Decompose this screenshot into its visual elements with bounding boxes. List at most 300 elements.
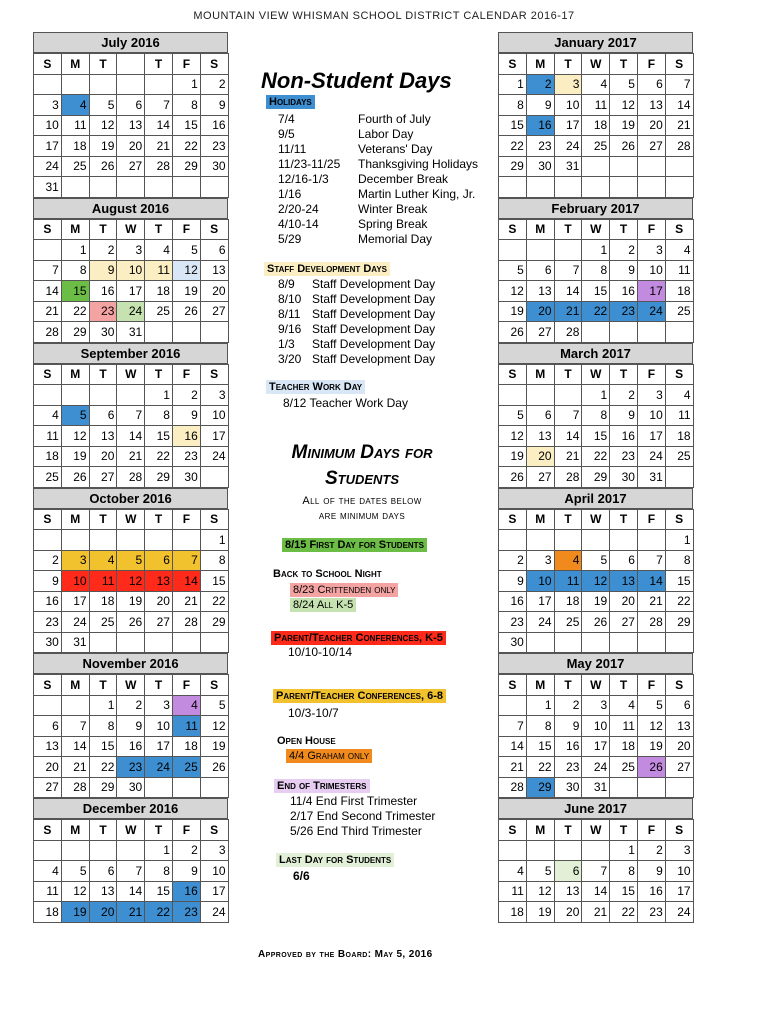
- day-cell: 27: [200, 301, 228, 322]
- weekday-header: S: [665, 219, 693, 240]
- staff-day-date: 8/10: [278, 292, 302, 306]
- weekday-header: S: [665, 54, 693, 75]
- first-day-label: 8/15 First Day for Students: [282, 538, 427, 552]
- day-cell: 2: [610, 385, 638, 406]
- weekday-header: T: [145, 54, 173, 75]
- day-cell: 13: [665, 716, 693, 737]
- empty-cell: [526, 240, 554, 261]
- day-cell: 16: [200, 115, 228, 136]
- day-cell: 5: [61, 861, 89, 882]
- empty-cell: [582, 177, 610, 198]
- empty-cell: [637, 777, 665, 798]
- day-cell: 30: [200, 156, 228, 177]
- day-cell: 27: [145, 612, 173, 633]
- month-february-2017: [498, 198, 693, 343]
- empty-cell: [200, 777, 228, 798]
- day-cell: 11: [34, 426, 62, 447]
- holiday-date: 12/16-1/3: [278, 172, 329, 186]
- holiday-item: [278, 127, 413, 141]
- weekday-header: F: [172, 219, 200, 240]
- empty-cell: [61, 840, 89, 861]
- day-cell: 21: [145, 136, 173, 157]
- day-cell: 11: [610, 716, 638, 737]
- day-cell: 5: [610, 74, 638, 95]
- weekday-header: T: [89, 509, 117, 530]
- day-cell: 11: [61, 115, 89, 136]
- day-cell: 8: [172, 95, 200, 116]
- holiday-name: Fourth of July: [358, 112, 431, 126]
- day-cell: 3: [61, 550, 89, 571]
- day-cell: 30: [610, 467, 638, 488]
- day-cell: 22: [172, 136, 200, 157]
- day-cell: 28: [34, 322, 62, 343]
- empty-cell: [89, 385, 117, 406]
- day-cell: 20: [637, 115, 665, 136]
- day-cell: 16: [554, 736, 582, 757]
- day-cell: 25: [665, 446, 693, 467]
- day-cell: 16: [499, 591, 527, 612]
- day-cell: 12: [61, 426, 89, 447]
- month-header: May 2017: [498, 654, 693, 674]
- weekday-header: S: [34, 219, 62, 240]
- day-cell: 12: [117, 571, 145, 592]
- weekday-header: S: [34, 54, 62, 75]
- weekday-header: S: [499, 219, 527, 240]
- empty-cell: [89, 530, 117, 551]
- weekday-header: T: [145, 820, 173, 841]
- empty-cell: [582, 322, 610, 343]
- last-day-date: 6/6: [293, 869, 310, 883]
- empty-cell: [34, 695, 62, 716]
- day-cell: 3: [145, 695, 173, 716]
- day-cell: 26: [117, 612, 145, 633]
- empty-cell: [172, 322, 200, 343]
- day-cell: 20: [89, 902, 117, 923]
- day-cell: 3: [34, 95, 62, 116]
- holiday-date: 11/23-11/25: [278, 157, 341, 171]
- day-cell: 29: [145, 467, 173, 488]
- day-cell: 12: [610, 95, 638, 116]
- day-cell: 19: [582, 591, 610, 612]
- day-cell: 7: [554, 260, 582, 281]
- staff-day-item: [278, 337, 435, 351]
- day-cell: 4: [554, 550, 582, 571]
- day-cell: 31: [554, 156, 582, 177]
- holiday-name: Winter Break: [358, 202, 428, 216]
- day-cell: 21: [637, 591, 665, 612]
- staff-day-item: [278, 352, 435, 366]
- day-cell: 4: [665, 385, 693, 406]
- holiday-date: 5/29: [278, 232, 302, 246]
- weekday-header: T: [554, 820, 582, 841]
- day-cell: 25: [610, 757, 638, 778]
- month-september-2016: [33, 343, 228, 488]
- weekday-header: F: [637, 820, 665, 841]
- empty-cell: [499, 177, 527, 198]
- day-cell: 25: [34, 467, 62, 488]
- empty-cell: [610, 322, 638, 343]
- weekday-header: T: [89, 675, 117, 696]
- day-cell: 29: [89, 777, 117, 798]
- holiday-item: [278, 172, 448, 186]
- empty-cell: [117, 840, 145, 861]
- day-cell: 22: [145, 446, 173, 467]
- empty-cell: [145, 777, 173, 798]
- day-cell: 10: [582, 716, 610, 737]
- day-cell: 15: [145, 426, 173, 447]
- holiday-item: [278, 187, 475, 201]
- weekday-header: S: [665, 675, 693, 696]
- day-cell: 18: [145, 281, 173, 302]
- day-cell: 15: [610, 881, 638, 902]
- day-cell: 13: [554, 881, 582, 902]
- staff-day-date: 3/20: [278, 352, 302, 366]
- weekday-header: F: [172, 364, 200, 385]
- month-header: April 2017: [498, 489, 693, 509]
- weekday-header: W: [117, 675, 145, 696]
- day-cell: 2: [637, 840, 665, 861]
- empty-cell: [61, 74, 89, 95]
- day-cell: 30: [89, 322, 117, 343]
- staff-day-date: 9/16: [278, 322, 302, 336]
- weekday-header: S: [200, 364, 228, 385]
- day-cell: 26: [582, 612, 610, 633]
- day-cell: 3: [554, 74, 582, 95]
- day-cell: 7: [34, 260, 62, 281]
- conferences-k5-label: Parent/Teacher Conferences, K-5: [271, 631, 446, 645]
- day-cell: 12: [526, 881, 554, 902]
- day-cell: 23: [172, 902, 200, 923]
- month-header: February 2017: [498, 199, 693, 219]
- weekday-header: S: [200, 820, 228, 841]
- day-cell: 1: [499, 74, 527, 95]
- weekday-header: T: [145, 364, 173, 385]
- non-student-days-title: Non-Student Days: [261, 68, 452, 93]
- day-cell: 10: [526, 571, 554, 592]
- day-cell: 23: [610, 301, 638, 322]
- weekday-header: F: [172, 54, 200, 75]
- day-cell: 22: [61, 301, 89, 322]
- day-cell: 4: [145, 240, 173, 261]
- empty-cell: [499, 695, 527, 716]
- day-cell: 21: [34, 301, 62, 322]
- day-cell: 1: [582, 240, 610, 261]
- weekday-header: F: [637, 364, 665, 385]
- day-cell: 1: [610, 840, 638, 861]
- day-cell: 25: [89, 612, 117, 633]
- weekday-header: M: [526, 364, 554, 385]
- day-cell: 4: [582, 74, 610, 95]
- empty-cell: [34, 240, 62, 261]
- empty-cell: [526, 632, 554, 653]
- back-to-school-all-k5: 8/24 All K-5: [290, 598, 356, 612]
- day-cell: 9: [610, 405, 638, 426]
- holiday-name: Martin Luther King, Jr.: [358, 187, 476, 201]
- conferences-68-label: Parent/Teacher Conferences, 6-8: [273, 689, 446, 703]
- day-cell: 20: [554, 902, 582, 923]
- day-cell: 5: [499, 260, 527, 281]
- day-cell: 28: [665, 136, 693, 157]
- day-cell: 30: [526, 156, 554, 177]
- day-cell: 25: [582, 136, 610, 157]
- weekday-header: S: [34, 509, 62, 530]
- day-cell: 24: [34, 156, 62, 177]
- day-cell: 26: [499, 322, 527, 343]
- day-cell: 12: [499, 281, 527, 302]
- month-header: November 2016: [33, 654, 228, 674]
- staff-day-date: 1/3: [278, 337, 295, 351]
- day-cell: 19: [499, 446, 527, 467]
- day-cell: 25: [61, 156, 89, 177]
- day-cell: 6: [526, 260, 554, 281]
- day-cell: 1: [89, 695, 117, 716]
- day-cell: 11: [34, 881, 62, 902]
- day-cell: 14: [145, 115, 173, 136]
- day-cell: 4: [499, 861, 527, 882]
- day-cell: 26: [172, 301, 200, 322]
- day-cell: 2: [554, 695, 582, 716]
- day-cell: 6: [610, 550, 638, 571]
- month-header: September 2016: [33, 344, 228, 364]
- day-cell: 16: [610, 281, 638, 302]
- day-cell: 17: [582, 736, 610, 757]
- empty-cell: [526, 840, 554, 861]
- day-cell: 9: [89, 260, 117, 281]
- holiday-date: 1/16: [278, 187, 302, 201]
- day-cell: 7: [637, 550, 665, 571]
- day-cell: 15: [89, 736, 117, 757]
- day-cell: 6: [637, 74, 665, 95]
- holiday-date: 7/4: [278, 112, 295, 126]
- empty-cell: [554, 530, 582, 551]
- day-cell: 18: [499, 902, 527, 923]
- weekday-header: S: [499, 820, 527, 841]
- day-cell: 16: [526, 115, 554, 136]
- day-cell: 20: [526, 446, 554, 467]
- day-cell: 27: [637, 136, 665, 157]
- day-cell: 12: [582, 571, 610, 592]
- day-cell: 19: [637, 736, 665, 757]
- day-cell: 31: [34, 177, 62, 198]
- empty-cell: [610, 632, 638, 653]
- holiday-name: Memorial Day: [358, 232, 433, 246]
- day-cell: 23: [499, 612, 527, 633]
- weekday-header: S: [499, 675, 527, 696]
- empty-cell: [117, 177, 145, 198]
- day-cell: 4: [34, 861, 62, 882]
- day-cell: 5: [637, 695, 665, 716]
- day-cell: 13: [526, 281, 554, 302]
- day-cell: 6: [34, 716, 62, 737]
- day-cell: 15: [582, 426, 610, 447]
- weekday-header: T: [89, 219, 117, 240]
- day-cell: 11: [89, 571, 117, 592]
- day-cell: 28: [637, 612, 665, 633]
- empty-cell: [665, 467, 693, 488]
- day-cell: 19: [499, 301, 527, 322]
- day-cell: 17: [526, 591, 554, 612]
- weekday-header: M: [526, 675, 554, 696]
- empty-cell: [554, 632, 582, 653]
- day-cell: 6: [526, 405, 554, 426]
- day-cell: 2: [34, 550, 62, 571]
- day-cell: 1: [145, 840, 173, 861]
- day-cell: 27: [665, 757, 693, 778]
- staff-day-item: [278, 307, 435, 321]
- empty-cell: [665, 632, 693, 653]
- day-cell: 30: [554, 777, 582, 798]
- month-header: August 2016: [33, 199, 228, 219]
- day-cell: 15: [665, 571, 693, 592]
- day-cell: 2: [499, 550, 527, 571]
- day-cell: 17: [637, 426, 665, 447]
- weekday-header: W: [582, 509, 610, 530]
- weekday-header: W: [582, 820, 610, 841]
- empty-cell: [172, 530, 200, 551]
- day-cell: 17: [145, 736, 173, 757]
- day-cell: 12: [61, 881, 89, 902]
- staff-day-name: Staff Development Day: [312, 292, 436, 306]
- day-cell: 17: [200, 426, 228, 447]
- day-cell: 2: [172, 385, 200, 406]
- day-cell: 18: [665, 281, 693, 302]
- day-cell: 27: [526, 322, 554, 343]
- day-cell: 14: [637, 571, 665, 592]
- day-cell: 9: [526, 95, 554, 116]
- holiday-date: 2/20-24: [278, 202, 319, 216]
- day-cell: 10: [554, 95, 582, 116]
- day-cell: 10: [117, 260, 145, 281]
- legend-panel: [228, 32, 496, 992]
- month-header: October 2016: [33, 489, 228, 509]
- day-cell: 24: [554, 136, 582, 157]
- empty-cell: [637, 322, 665, 343]
- day-cell: 18: [610, 736, 638, 757]
- weekday-header: M: [526, 509, 554, 530]
- day-cell: 25: [554, 612, 582, 633]
- empty-cell: [34, 385, 62, 406]
- weekday-header: M: [61, 509, 89, 530]
- day-cell: 16: [172, 881, 200, 902]
- weekday-header: T: [610, 219, 638, 240]
- day-cell: 3: [665, 840, 693, 861]
- day-cell: 23: [526, 136, 554, 157]
- weekday-header: T: [145, 675, 173, 696]
- day-cell: 29: [200, 612, 228, 633]
- day-cell: 22: [582, 446, 610, 467]
- day-cell: 13: [89, 881, 117, 902]
- day-cell: 5: [61, 405, 89, 426]
- day-cell: 19: [200, 736, 228, 757]
- empty-cell: [89, 177, 117, 198]
- weekday-header: M: [526, 219, 554, 240]
- day-cell: 23: [89, 301, 117, 322]
- day-cell: 7: [554, 405, 582, 426]
- day-cell: 16: [172, 426, 200, 447]
- last-day-label: Last Day for Students: [276, 853, 394, 867]
- day-cell: 10: [665, 861, 693, 882]
- weekday-header: M: [61, 54, 89, 75]
- staff-day-name: Staff Development Day: [312, 322, 436, 336]
- day-cell: 11: [172, 716, 200, 737]
- day-cell: 8: [145, 861, 173, 882]
- weekday-header: T: [145, 509, 173, 530]
- day-cell: 1: [665, 530, 693, 551]
- weekday-header: S: [34, 675, 62, 696]
- empty-cell: [117, 530, 145, 551]
- day-cell: 9: [117, 716, 145, 737]
- weekday-header: S: [200, 675, 228, 696]
- empty-cell: [582, 840, 610, 861]
- day-cell: 18: [34, 902, 62, 923]
- holiday-name: December Break: [358, 172, 449, 186]
- weekday-header: W: [117, 820, 145, 841]
- day-cell: 9: [637, 861, 665, 882]
- day-cell: 24: [61, 612, 89, 633]
- trimester-item: 5/26 End Third Trimester: [290, 824, 422, 838]
- weekday-header: S: [34, 820, 62, 841]
- month-january-2017: [498, 32, 693, 198]
- weekday-header: W: [582, 675, 610, 696]
- weekday-header: F: [172, 820, 200, 841]
- empty-cell: [172, 177, 200, 198]
- day-cell: 8: [89, 716, 117, 737]
- day-cell: 13: [526, 426, 554, 447]
- day-cell: 20: [117, 136, 145, 157]
- month-august-2016: [33, 198, 228, 343]
- day-cell: 11: [554, 571, 582, 592]
- day-cell: 6: [665, 695, 693, 716]
- day-cell: 8: [665, 550, 693, 571]
- day-cell: 13: [34, 736, 62, 757]
- month-april-2017: [498, 488, 693, 654]
- day-cell: 24: [637, 301, 665, 322]
- day-cell: 4: [89, 550, 117, 571]
- empty-cell: [117, 385, 145, 406]
- month-october-2016: [33, 488, 228, 654]
- weekday-header: F: [172, 509, 200, 530]
- day-cell: 18: [582, 115, 610, 136]
- day-cell: 1: [582, 385, 610, 406]
- day-cell: 13: [610, 571, 638, 592]
- day-cell: 1: [200, 530, 228, 551]
- day-cell: 5: [499, 405, 527, 426]
- day-cell: 15: [526, 736, 554, 757]
- empty-cell: [499, 240, 527, 261]
- day-cell: 31: [582, 777, 610, 798]
- day-cell: 2: [610, 240, 638, 261]
- day-cell: 23: [117, 757, 145, 778]
- weekday-header: W: [582, 364, 610, 385]
- right-calendar-column: [498, 32, 693, 923]
- weekday-header: T: [610, 54, 638, 75]
- empty-cell: [145, 530, 173, 551]
- day-cell: 19: [526, 902, 554, 923]
- holidays-label: Holidays: [266, 95, 315, 109]
- day-cell: 4: [172, 695, 200, 716]
- minimum-days-title-line1: Minimum Days for: [291, 442, 433, 463]
- day-cell: 22: [665, 591, 693, 612]
- day-cell: 20: [200, 281, 228, 302]
- day-cell: 27: [117, 156, 145, 177]
- day-cell: 5: [117, 550, 145, 571]
- day-cell: 17: [117, 281, 145, 302]
- empty-cell: [610, 177, 638, 198]
- day-cell: 9: [200, 95, 228, 116]
- staff-day-date: 8/9: [278, 277, 295, 291]
- day-cell: 3: [526, 550, 554, 571]
- empty-cell: [89, 74, 117, 95]
